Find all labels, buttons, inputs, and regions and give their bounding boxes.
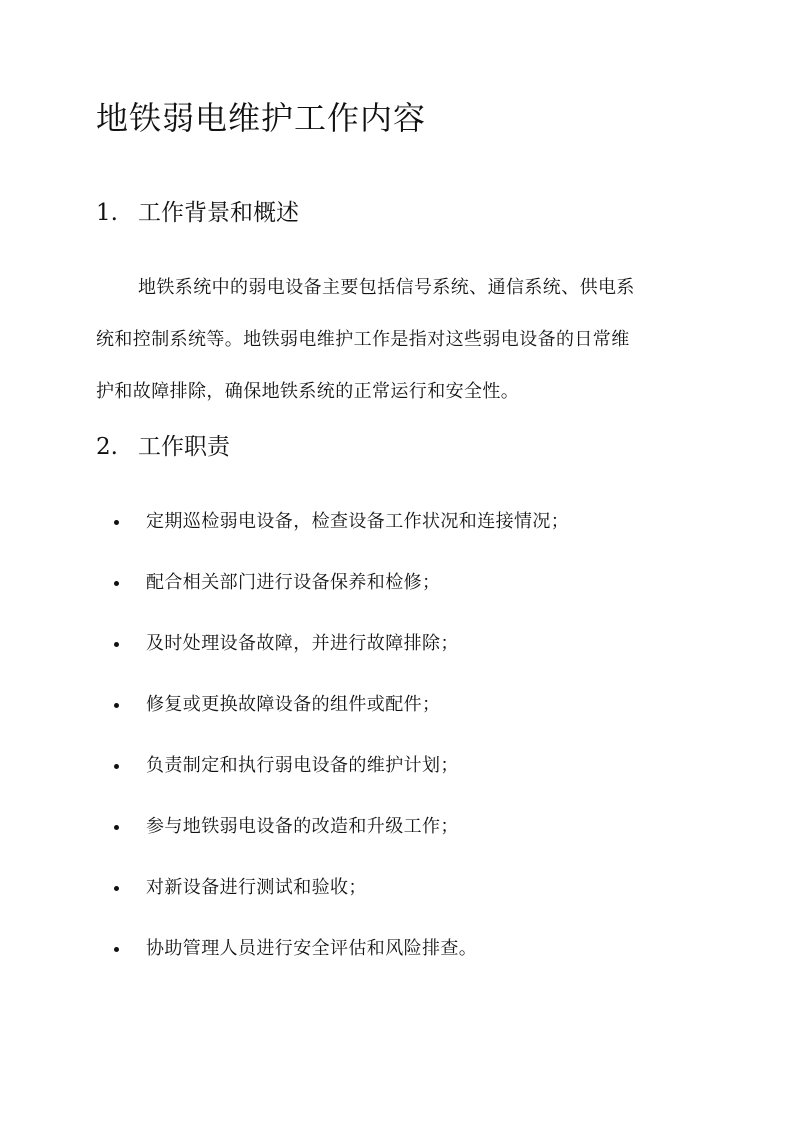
section-heading-responsibilities <box>96 431 230 463</box>
bullet-icon <box>114 642 119 647</box>
list-item-text: 定期巡检弱电设备，检查设备工作状况和连接情况； <box>146 511 570 532</box>
list-item-text: 配合相关部门进行设备保养和检修； <box>146 572 441 593</box>
bullet-icon <box>114 703 119 708</box>
responsibilities-list <box>114 496 674 984</box>
list-item-text: 负责制定和执行弱电设备的维护计划； <box>146 755 459 776</box>
background-paragraph <box>96 262 706 418</box>
paragraph-line: 统和控制系统等。地铁弱电维护工作是指对这些弱电设备的日常维 <box>96 329 630 350</box>
list-item <box>114 923 674 984</box>
list-item-text: 修复或更换故障设备的组件或配件； <box>146 694 441 715</box>
list-item <box>114 496 674 557</box>
list-item <box>114 679 674 740</box>
bullet-icon <box>114 886 119 891</box>
list-item <box>114 801 674 862</box>
bullet-icon <box>114 764 119 769</box>
bullet-icon <box>114 520 119 525</box>
list-item-text: 及时处理设备故障，并进行故障排除； <box>146 633 459 654</box>
document-title: 地铁弱电维护工作内容 <box>96 99 427 137</box>
section-title: 工作职责 <box>138 434 230 460</box>
bullet-icon <box>114 947 119 952</box>
section-title: 工作背景和概述 <box>138 200 299 226</box>
list-item-text: 对新设备进行测试和验收； <box>146 877 367 898</box>
list-item <box>114 740 674 801</box>
list-item <box>114 557 674 618</box>
section-number: 1. <box>96 200 118 226</box>
list-item <box>114 618 674 679</box>
paragraph-line: 护和故障排除，确保地铁系统的正常运行和安全性。 <box>96 381 520 402</box>
section-number: 2. <box>96 434 118 460</box>
list-item-text: 参与地铁弱电设备的改造和升级工作； <box>146 816 459 837</box>
section-heading-background <box>96 197 299 229</box>
bullet-icon <box>114 825 119 830</box>
paragraph-line: 地铁系统中的弱电设备主要包括信号系统、通信系统、供电系 <box>138 277 635 298</box>
bullet-icon <box>114 581 119 586</box>
list-item-text: 协助管理人员进行安全评估和风险排查。 <box>146 938 478 959</box>
list-item <box>114 862 674 923</box>
